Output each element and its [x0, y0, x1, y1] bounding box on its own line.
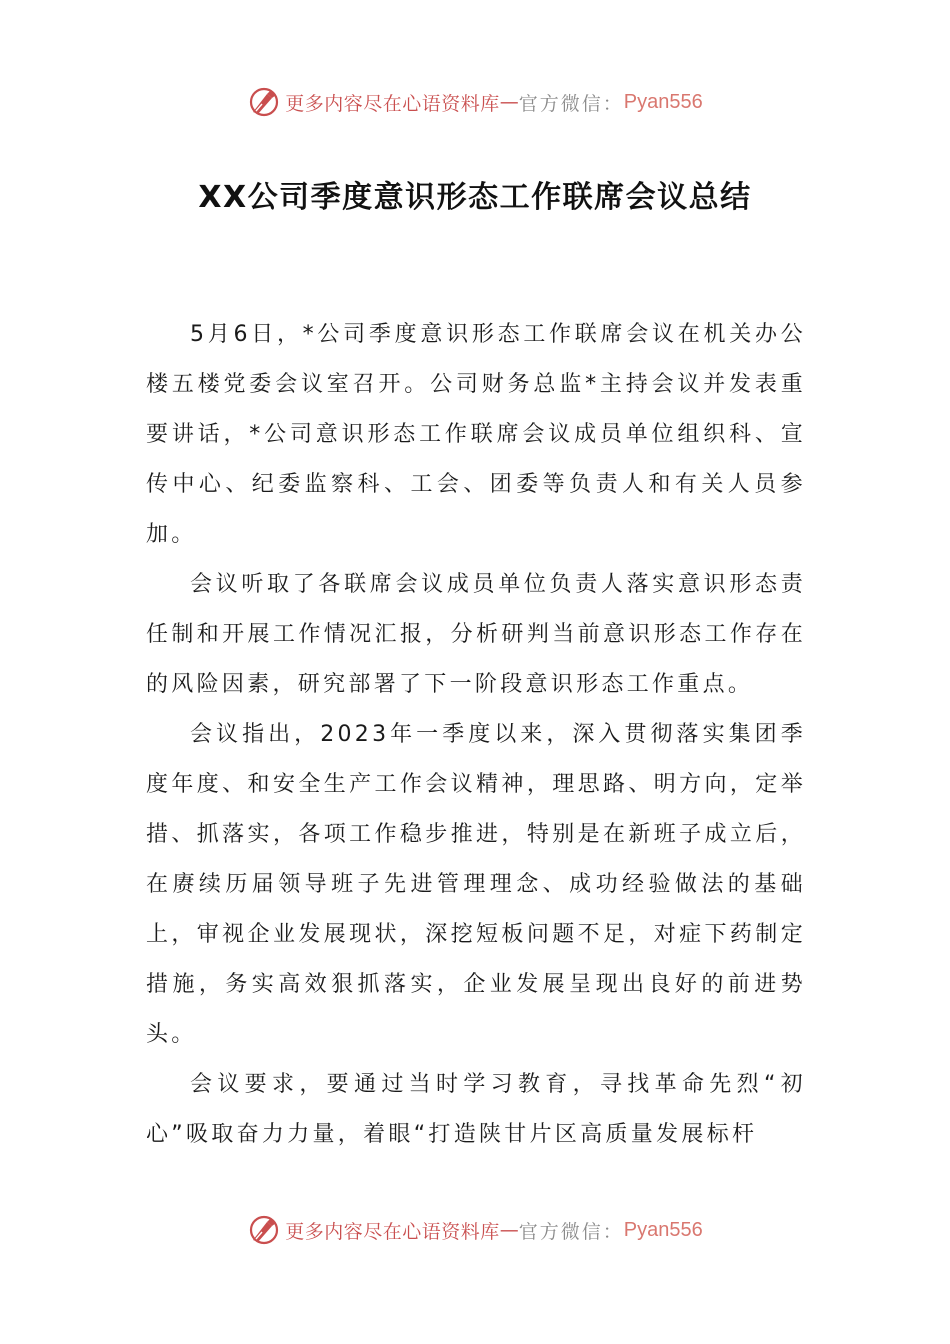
- body-paragraph: 会议指出，2023年一季度以来，深入贯彻落实集团季度年度、和安全生产工作会议精神，理思路、明方向，定举措、抓落实，各项工作稳步推进，特别是在新班子成立后，在赓续历届领导班子先进管理理念、成功经验做法的基础上，审视企业发展现状，深挖短板问题不足，对症下药制定措施，务实高效狠抓落实，企业发展呈现出良好的前进势头。: [146, 722, 806, 1047]
- watermark-dash: —: [499, 1219, 519, 1241]
- watermark-brand: 更多内容尽在心语资料库: [285, 92, 500, 115]
- body-paragraph: 会议要求，要通过当时学习教育，寻找革命先烈“初心”吸取奋力力量，着眼“打造陕甘片区高质量发展标杆: [146, 1072, 806, 1147]
- watermark-official-label: 官方微信：: [518, 1220, 624, 1243]
- body-paragraph: 会议听取了各联席会议成员单位负责人落实意识形态责任制和开展工作情况汇报，分析研判当前意识形态工作存在的风险因素，研究部署了下一阶段意识形态工作重点。: [146, 572, 806, 697]
- document-body: [146, 310, 806, 1160]
- watermark-official-label: 官方微信：: [518, 92, 624, 115]
- watermark-brand: 更多内容尽在心语资料库: [285, 1220, 500, 1243]
- body-paragraph: 5月6日，*公司季度意识形态工作联席会议在机关办公楼五楼党委会议室召开。公司财务总监*主持会议并发表重要讲话，*公司意识形态工作联席会议成员单位组织科、宣传中心、纪委监察科、工会、团委等负责人和有关人员参加。: [146, 322, 806, 547]
- watermark-dash: —: [499, 91, 519, 113]
- watermark-account: Pyan556: [623, 90, 703, 113]
- document-title: XX公司季度意识形态工作联席会议总结: [198, 180, 752, 215]
- pen-nib-circle-icon: [247, 1213, 281, 1247]
- pen-nib-circle-icon: [247, 85, 281, 119]
- footer-watermark: [0, 1210, 950, 1250]
- header-watermark: [0, 82, 950, 122]
- watermark-account: Pyan556: [623, 1218, 703, 1241]
